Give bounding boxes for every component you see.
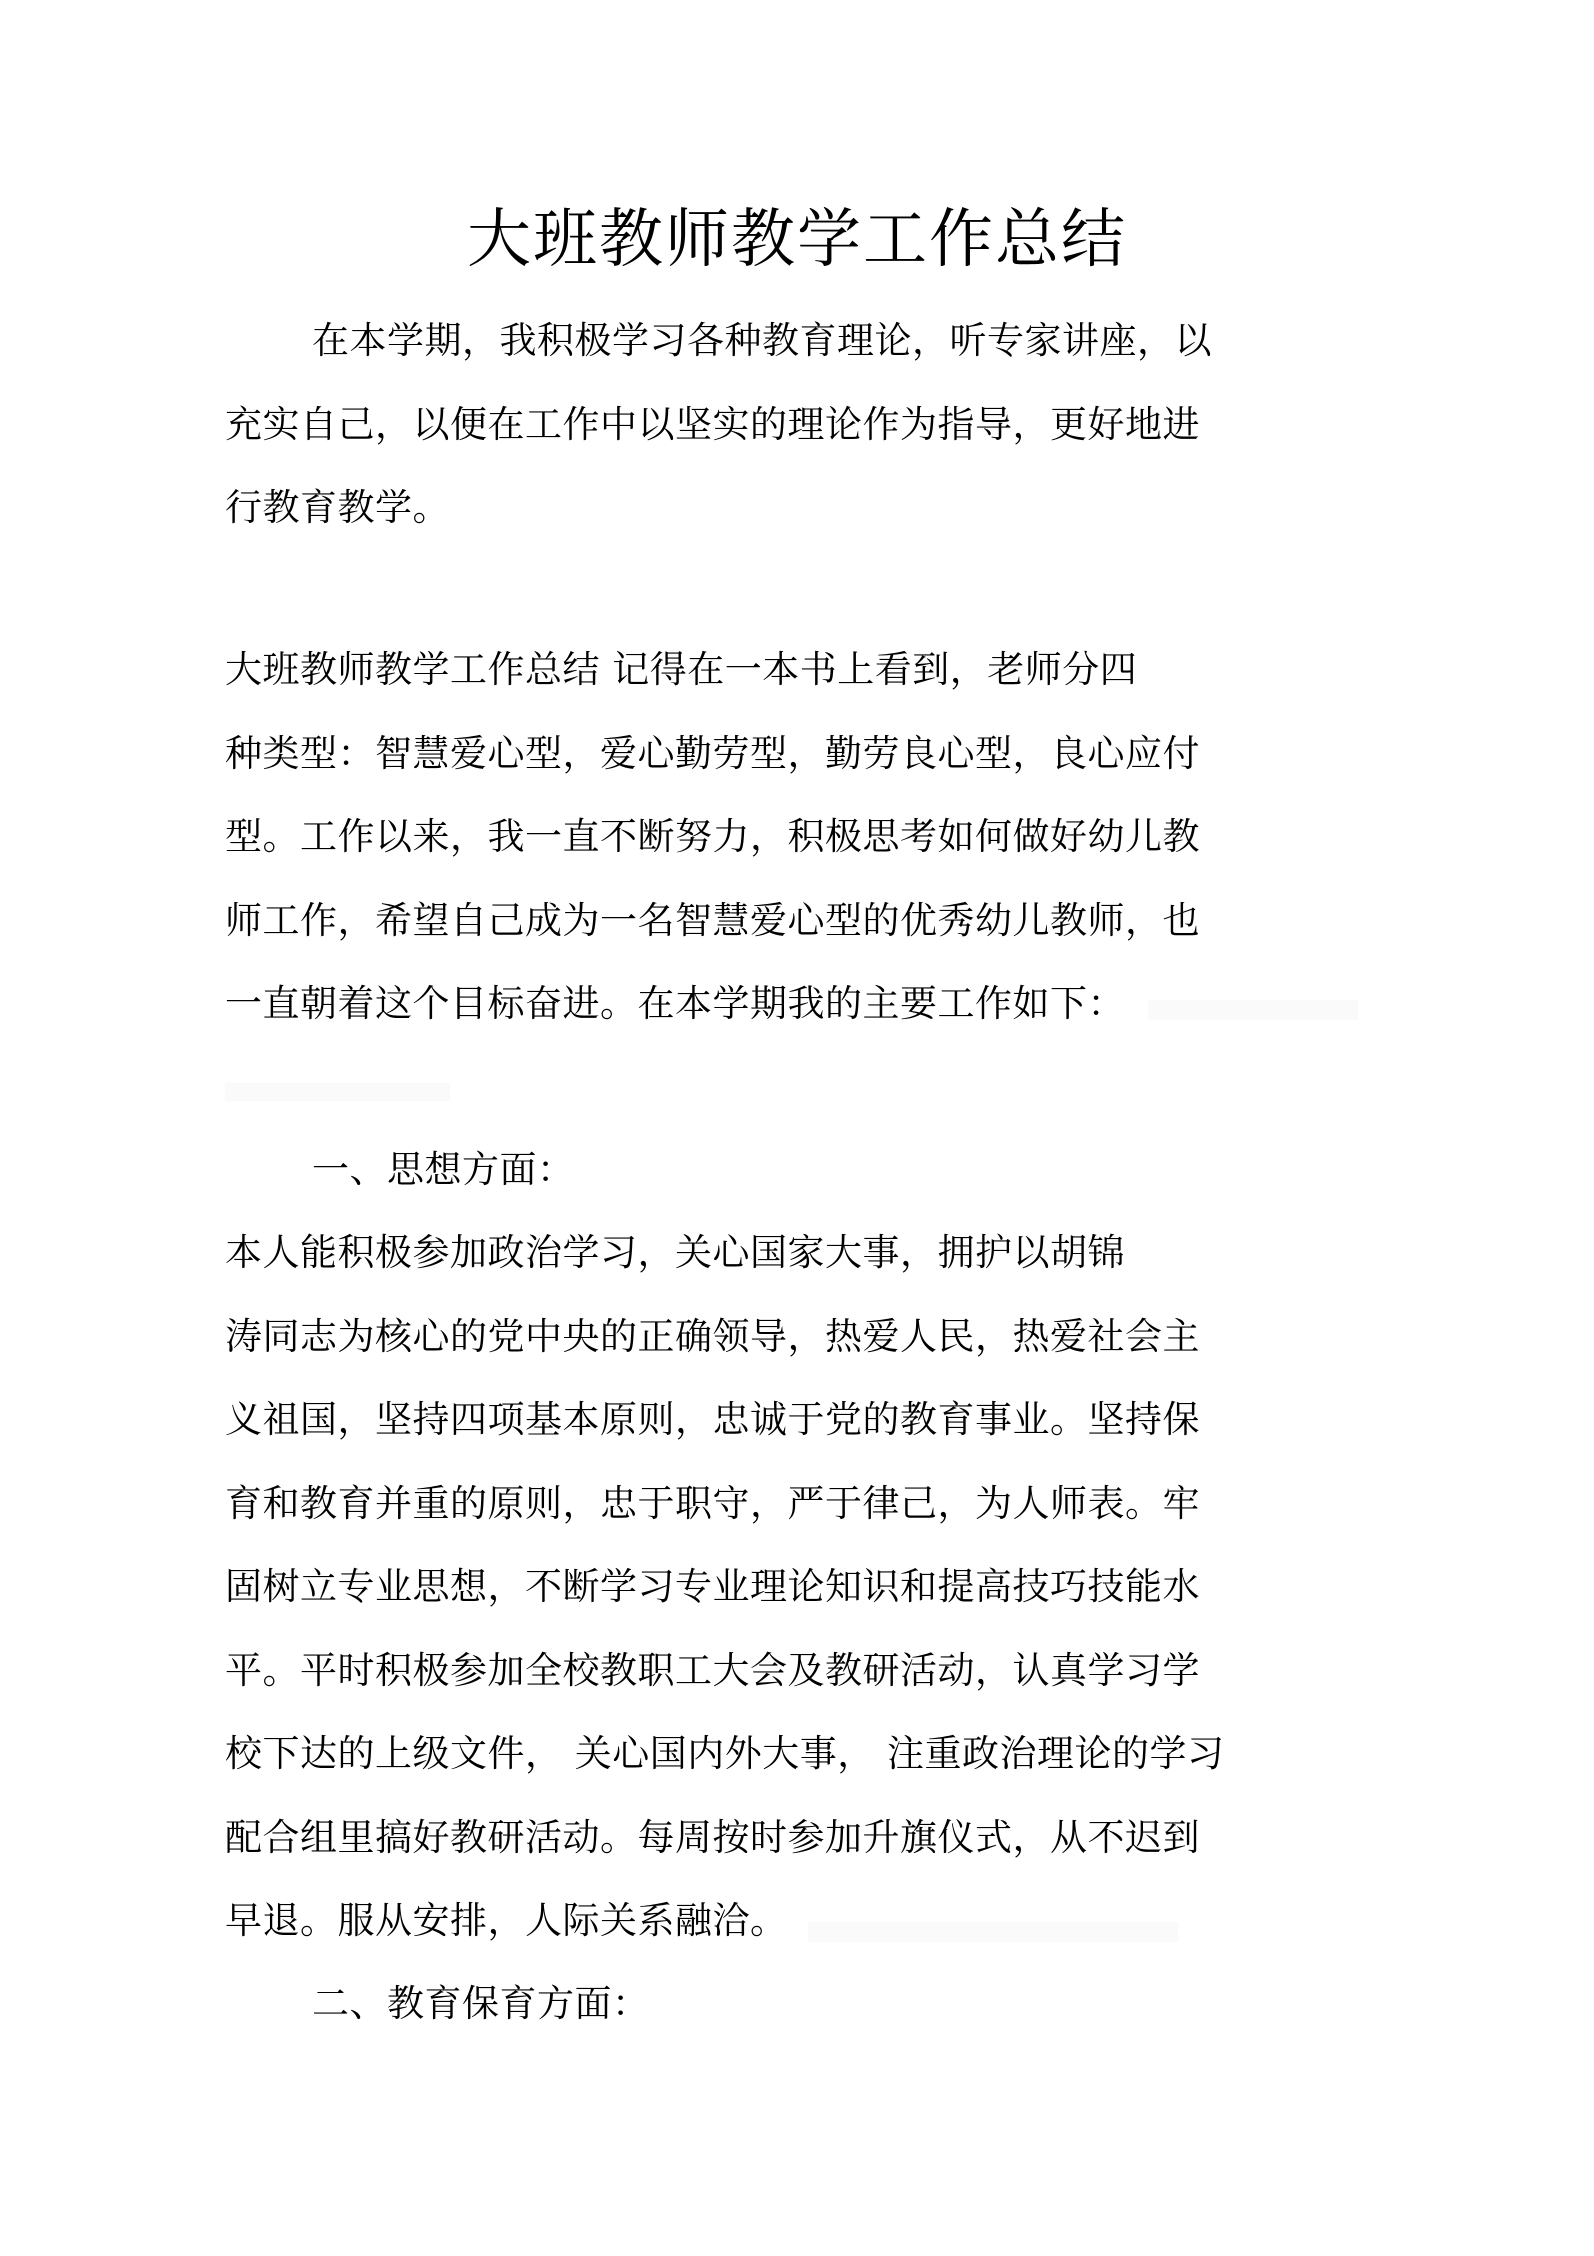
paragraph-line: 平。平时积极参加全校教职工大会及教研活动，认真学习学 [225, 1649, 1200, 1692]
paragraph-line: 行教育教学。 [225, 486, 450, 529]
watermark-text [1148, 1000, 1358, 1020]
paragraph-line: 义祖国，坚持四项基本原则，忠诚于党的教育事业。坚持保 [225, 1398, 1200, 1441]
paragraph-line: 一直朝着这个目标奋进。在本学期我的主要工作如下： [225, 982, 1125, 1025]
paragraph-line: 充实自己，以便在工作中以坚实的理论作为指导，更好地进 [225, 403, 1200, 446]
paragraph-line: 固树立专业思想，不断学习专业理论知识和提高技巧技能水 [225, 1565, 1200, 1608]
paragraph-line: 配合组里搞好教研活动。每周按时参加升旗仪式，从不迟到 [225, 1816, 1200, 1859]
paragraph-line: 涛同志为核心的党中央的正确领导，热爱人民，热爱社会主 [225, 1315, 1200, 1358]
paragraph-line: 校下达的上级文件， 关心国内外大事， 注重政治理论的学习 [225, 1732, 1225, 1775]
section-heading: 一、思想方面： [312, 1148, 575, 1191]
paragraph-line: 本人能积极参加政治学习，关心国家大事，拥护以胡锦 [225, 1231, 1125, 1274]
paragraph-line: 型。工作以来，我一直不断努力，积极思考如何做好幼儿教 [225, 815, 1200, 858]
paragraph-line: 早退。服从安排，人际关系融洽。 [225, 1899, 788, 1942]
watermark-text [225, 1083, 450, 1101]
paragraph-line: 育和教育并重的原则，忠于职守，严于律己，为人师表。牢 [225, 1482, 1200, 1525]
watermark-text [808, 1922, 1178, 1942]
section-heading: 二、教育保育方面： [312, 1982, 650, 2025]
paragraph-line: 种类型：智慧爱心型，爱心勤劳型，勤劳良心型，良心应付 [225, 732, 1200, 775]
document-title: 大班教师教学工作总结 [467, 203, 1127, 277]
paragraph-line: 在本学期，我积极学习各种教育理论，听专家讲座，以 [312, 319, 1212, 362]
paragraph-line: 师工作，希望自己成为一名智慧爱心型的优秀幼儿教师，也 [225, 899, 1200, 942]
paragraph-line: 大班教师教学工作总结 记得在一本书上看到，老师分四 [225, 648, 1138, 691]
